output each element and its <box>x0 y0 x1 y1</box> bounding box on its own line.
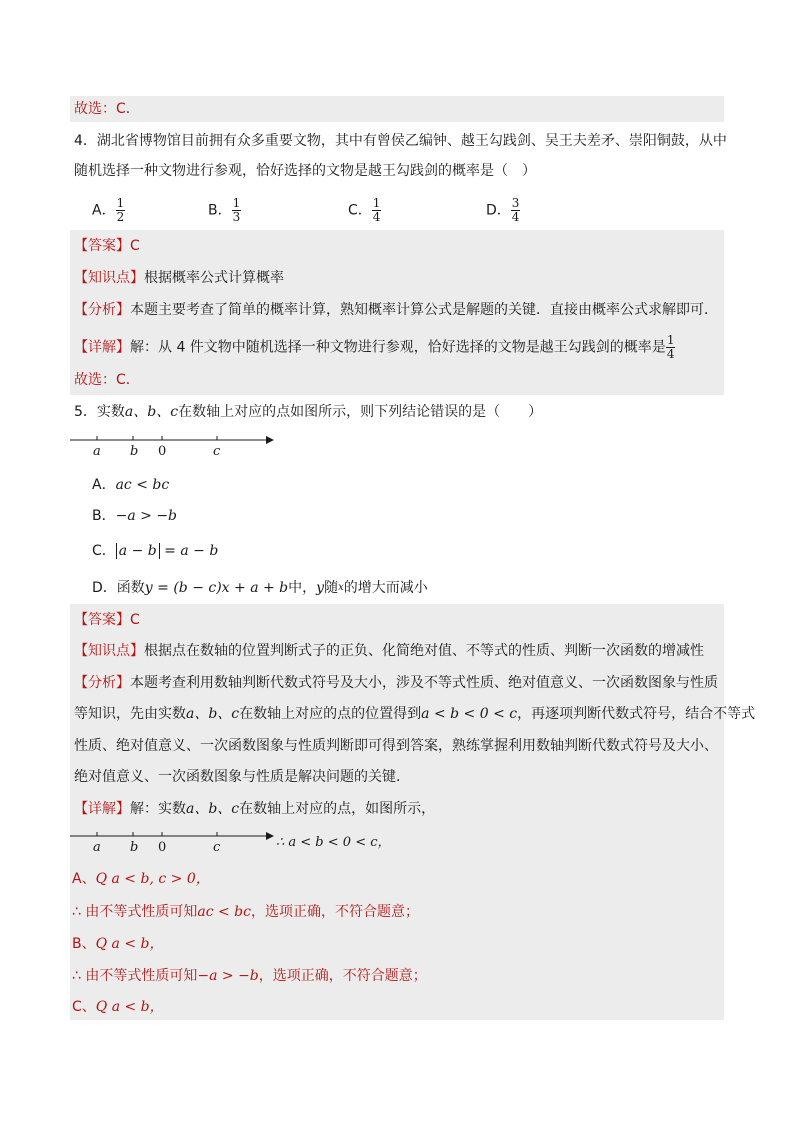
q5-option-a-label: A． <box>92 477 116 493</box>
q4-number: 4． <box>74 133 97 149</box>
q5-step-a-conc-post: ，选项正确，不符合题意； <box>250 904 419 920</box>
q4-detail-fraction: $\frac{1}{4}$ <box>666 333 675 361</box>
q5-step-b-conclusion <box>72 966 427 986</box>
axis2-label-zero: 0 <box>158 840 167 855</box>
q5-step-a-conclusion <box>72 902 419 922</box>
q5-analysis-l2-expr: a < b < 0 < c <box>421 706 518 722</box>
q5-option-d-mid: 中， <box>288 580 317 596</box>
q5-analysis-l2-mid: 在数轴上对应的点的位置得到 <box>239 706 422 722</box>
q5-knowledge-tag: 【知识点】 <box>74 643 144 659</box>
q4-knowledge-text: 根据概率公式计算概率 <box>144 270 284 286</box>
q5-step-b-expr: Q a < b， <box>95 936 164 952</box>
q4-detail-text: 解：从 4 件文物中随机选择一种文物进行参观，恰好选择的文物是越王勾践剑的概率是 <box>130 339 666 356</box>
q5-analysis-line3: 性质、绝对值意义、一次函数图象与性质判断即可得到答案，熟练掌握利用数轴判断代数式符号及大小、 <box>74 738 718 754</box>
q5-analysis-line1 <box>74 673 718 693</box>
q5-option-d-label: D． <box>92 580 117 596</box>
q5-stem <box>74 402 542 422</box>
shade-top-conclusion <box>70 96 724 122</box>
q5-option-b-expr: −a > −b <box>115 508 178 524</box>
axis2-label-a: a <box>93 840 101 855</box>
q5-number: 5． <box>74 404 97 420</box>
q4-option-d-label: D． <box>486 202 511 219</box>
q5-option-a-expr: ac < bc <box>115 477 170 493</box>
q5-knowledge <box>74 641 704 661</box>
q5-analysis-l2-vars: a、b、c <box>186 706 240 722</box>
q5-option-d <box>92 578 428 598</box>
q5-analysis-line4: 绝对值意义、一次函数图象与性质是解决问题的关键． <box>74 769 410 785</box>
q5-stem-vars: a、b、c <box>124 404 179 420</box>
q4-analysis <box>74 300 718 320</box>
q4-answer <box>74 236 140 256</box>
q5-step-b-label: B、 <box>72 936 96 952</box>
q5-detail-number-line <box>70 826 280 856</box>
q4-option-a <box>92 197 125 224</box>
q5-step-a <box>72 869 210 889</box>
q4-analysis-text: 本题主要考查了简单的概率计算，熟知概率计算公式是解题的关键．直接由概率公式求解即可． <box>130 302 718 318</box>
q5-number-line <box>70 430 280 460</box>
q5-answer <box>74 610 140 630</box>
q5-step-b <box>72 934 163 954</box>
q4-knowledge-tag: 【知识点】 <box>74 270 144 286</box>
top-conclusion: 故选：C． <box>74 101 140 117</box>
q5-option-b <box>92 506 177 526</box>
q4-option-d <box>486 197 520 224</box>
axis-label-a: a <box>93 444 101 459</box>
q5-step-c <box>72 997 164 1017</box>
q5-analysis-tag: 【分析】 <box>74 675 130 691</box>
q5-option-c-rhs: = a − b <box>159 543 219 559</box>
q4-option-c-label: C． <box>348 202 372 219</box>
q5-analysis-l2-post: ，再逐项判断代数式符号，结合不等式 <box>517 706 756 722</box>
q4-detail-tag: 【详解】 <box>74 339 130 356</box>
q5-step-a-label: A、 <box>72 871 96 887</box>
q5-option-a <box>92 475 169 495</box>
q5-answer-value: C <box>130 612 140 628</box>
q5-step-b-conc-pre: ∴ 由不等式性质可知 <box>72 968 198 984</box>
q4-knowledge <box>74 268 284 288</box>
q5-step-c-label: C、 <box>72 999 96 1015</box>
q4-option-c <box>348 197 381 224</box>
axis2-label-b: b <box>130 840 139 855</box>
axis-label-zero: 0 <box>158 444 167 459</box>
axis-label-b: b <box>130 444 139 459</box>
q5-answer-tag: 【答案】 <box>74 612 130 628</box>
q5-stem-post: 在数轴上对应的点如图所示，则下列结论错误的是（ ） <box>178 404 543 420</box>
q5-detail-axis-result: ∴ a < b < 0 < c， <box>276 835 391 850</box>
q5-stem-pre: 实数 <box>96 404 125 420</box>
q5-option-c-abs: a − b <box>116 543 160 559</box>
q5-detail-pre: 解：实数 <box>130 801 186 817</box>
q5-option-d-var1: y <box>316 580 325 596</box>
q4-analysis-tag: 【分析】 <box>74 302 130 318</box>
q4-option-b-fraction: $\frac{1}{3}$ <box>232 196 241 224</box>
q5-detail-vars: a、b、c <box>186 801 240 817</box>
q5-detail-post: 在数轴上对应的点，如图所示， <box>239 801 436 817</box>
q5-option-d-var2: x <box>338 582 344 593</box>
q5-step-b-conc-post: ，选项正确，不符合题意； <box>258 968 427 984</box>
q4-option-b <box>208 197 241 224</box>
q5-knowledge-text: 根据点在数轴的位置判断式子的正负、化简绝对值、不等式的性质、判断一次函数的增减性 <box>144 643 704 659</box>
q5-option-d-mid2: 随 <box>324 580 339 596</box>
q4-stem-line2: 随机选择一种文物进行参观，恰好选择的文物是越王勾践剑的概率是（ ） <box>74 163 536 179</box>
q5-analysis-line2 <box>74 704 755 724</box>
q4-detail <box>74 334 675 361</box>
q4-option-d-fraction: $\frac{3}{4}$ <box>511 196 520 224</box>
q4-option-a-label: A． <box>92 202 116 219</box>
q5-step-a-expr: Q a < b, c > 0， <box>95 871 210 887</box>
q5-analysis-l2-pre: 等知识，先由实数 <box>74 706 186 722</box>
q5-step-c-expr: Q a < b， <box>95 999 164 1015</box>
q5-option-d-expr: y = (b − c)x + a + b <box>144 580 289 596</box>
q5-analysis-text-1: 本题考查利用数轴判断代数式符号及大小，涉及不等式性质、绝对值意义、一次函数图象与性质 <box>130 675 718 691</box>
q5-option-c <box>92 541 218 561</box>
q4-answer-value: C <box>130 238 140 254</box>
q5-option-c-label: C． <box>92 543 116 559</box>
q5-option-d-pre: 函数 <box>116 580 145 596</box>
q5-option-b-label: B． <box>92 508 116 524</box>
q4-stem-line1 <box>74 131 727 151</box>
q4-option-a-fraction: $\frac{1}{2}$ <box>116 196 125 224</box>
q4-stem-text-1: 湖北省博物馆目前拥有众多重要文物，其中有曾侯乙编钟、越王勾践剑、吴王夫差矛、崇阳铜鼓，从中 <box>96 133 727 149</box>
q5-step-b-conc-expr: −a > −b <box>197 968 259 984</box>
q4-conclusion: 故选：C． <box>74 372 140 388</box>
q4-answer-tag: 【答案】 <box>74 238 130 254</box>
q5-option-d-post: 的增大而减小 <box>343 580 428 596</box>
q5-detail-tag: 【详解】 <box>74 801 130 817</box>
axis2-label-c: c <box>213 840 221 855</box>
q4-option-b-label: B． <box>208 202 232 219</box>
q5-step-a-conc-pre: ∴ 由不等式性质可知 <box>72 904 198 920</box>
q5-detail <box>74 799 435 819</box>
q4-option-c-fraction: $\frac{1}{4}$ <box>372 196 381 224</box>
q5-step-a-conc-expr: ac < bc <box>197 904 251 920</box>
axis-label-c: c <box>213 444 221 459</box>
